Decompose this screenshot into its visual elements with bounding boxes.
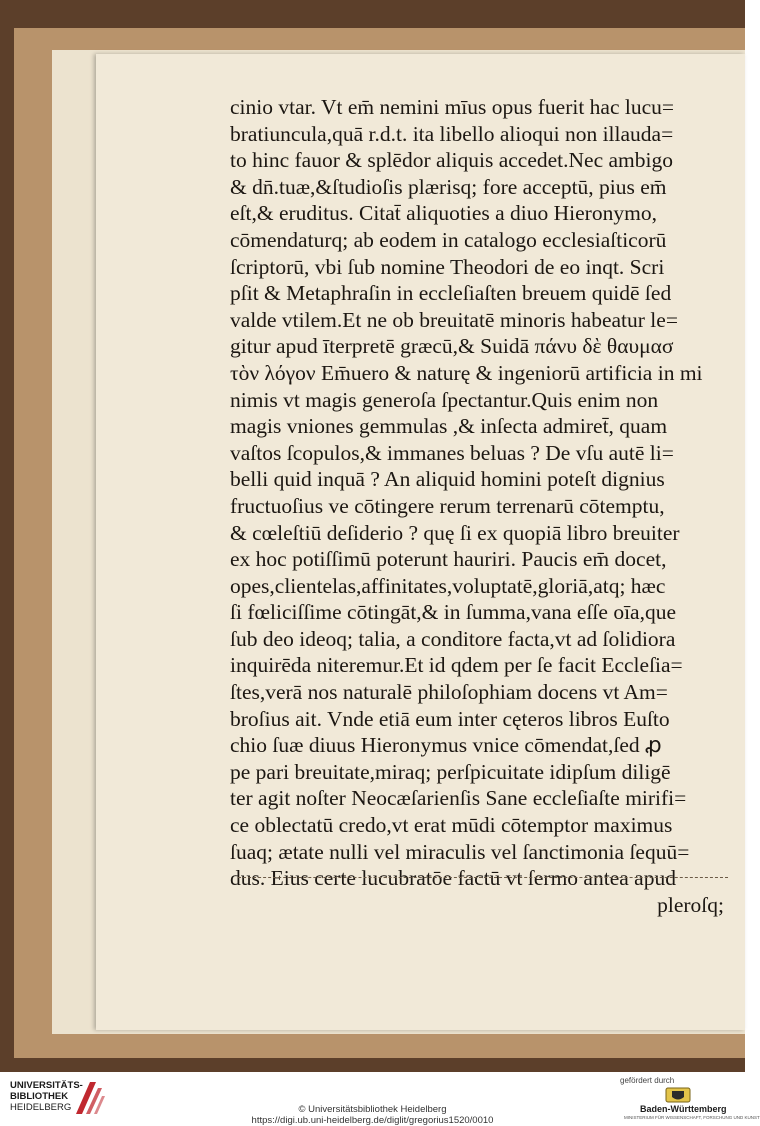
permalink-url[interactable]: https://digi.ub.uni-heidelberg.de/diglit/gregorius1520/0010 [251, 1115, 494, 1126]
text-line: gitur apud īterpretē græcū,& Suidā πάνυ δὲ θαυμασ [230, 334, 674, 359]
text-line: ex hoc potiſſimū poterunt hauriri. Paucis em̄ docet, [230, 547, 667, 572]
text-line: ce oblectatū credo,vt erat mūdi cōtemptor maximus [230, 813, 673, 838]
text-line: bratiuncula,quā r.d.t. ita libello alioqui non illauda= [230, 121, 674, 146]
copyright-text: © Universitätsbibliothek Heidelberg [298, 1104, 447, 1115]
text-line: ſuaq; ætate nulli vel miraculis vel ſanctimonia ſequū= [230, 839, 690, 864]
text-line: ſi fœliciſſime cōtingāt,& in ſumma,vana eſſe oīa,que [230, 600, 676, 625]
text-line: ſcriptorū, vbi ſub nomine Theodori de eo inqt. Scri [230, 254, 665, 279]
text-line: chio ſuæ diuus Hieronymus vnice cōmendat,ſed ꝓ [230, 733, 662, 758]
text-line: cōmendaturq; ab eodem in catalogo ecclesiaſticorū [230, 227, 667, 252]
coat-of-arms-icon [664, 1086, 692, 1104]
text-line: vaſtos ſcopulos,& immanes beluas ? De vſu autē li= [230, 440, 674, 465]
text-line: opes,clientelas,affinitates,voluptatē,gloriā,atq; hæc [230, 573, 666, 598]
bottom-rule [238, 877, 728, 878]
text-line: τὸν λόγον Em̄uero & naturę & ingeniorū artificia in mi [230, 360, 703, 385]
text-line: to hinc fauor & splēdor aliquis accedet.Nec ambigo [230, 148, 673, 173]
text-line: fructuoſius ve cōtingere rerum terrenarū cōtemptu, [230, 493, 665, 518]
text-line: pſit & Metaphraſin in eccleſiaſten breuem quidē ſed [230, 281, 672, 306]
funded-by-label: gefördert durch [620, 1076, 675, 1085]
text-line: & dn̄.tuæ,&ſtudioſis plærisq; fore acceptū, pius em̄ [230, 174, 667, 199]
footer-bar [0, 1072, 760, 1126]
text-line: ſtes,verā nos naturalē philoſophiam docens vt Am= [230, 680, 668, 705]
text-line: ſub deo ideoq; talia, a conditore facta,vt ad ſolidiora [230, 626, 676, 651]
text-line: pe pari breuitate,miraq; perſpicuitate idipſum diligē [230, 759, 671, 784]
text-line: dus. Eius certe lucubratōe factū vt ſermo antea apud [230, 866, 676, 891]
library-name-line: BIBLIOTHEK [10, 1091, 69, 1102]
text-line: eſt,& eruditus. Citat̄ aliquoties a diuo Hieronymo, [230, 201, 657, 226]
text-line: valde vtilem.Et ne ob breuitatē minoris habeatur le= [230, 307, 678, 332]
text-line: & cœleſtiū deſiderio ? quę ſi ex quopiā libro breuiter [230, 520, 680, 545]
text-line: magis vniones gemmulas ,& inſecta admiret̄, quam [230, 414, 668, 439]
text-line: ter agit noſter Neocæſarienſis Sane eccleſiaſte mirifi= [230, 786, 687, 811]
text-line: belli quid inquā ? An aliquid homini poteſt dignius [230, 467, 665, 492]
text-line: inquirēda niteremur.Et id qdem per ſe facit Eccleſia= [230, 653, 683, 678]
library-name-line: HEIDELBERG [10, 1102, 72, 1113]
text-line: cinio vtar. Vt em̄ nemini mīus opus fuerit hac lucu= [230, 95, 675, 119]
funder-ministry: MINISTERIUM FÜR WISSENSCHAFT, FORSCHUNG UND KUNST [624, 1115, 760, 1120]
page-text [230, 94, 730, 918]
text-line: nimis vt magis generoſa ſpectantur.Quis enim non [230, 387, 659, 412]
library-name-line: UNIVERSITÄTS- [10, 1080, 83, 1091]
catchword: pleroſq; [657, 892, 724, 917]
text-line: broſius ait. Vnde etiā eum inter cęteros libros Euſto [230, 706, 670, 731]
funder-name[interactable]: Baden-Württemberg [640, 1104, 727, 1114]
